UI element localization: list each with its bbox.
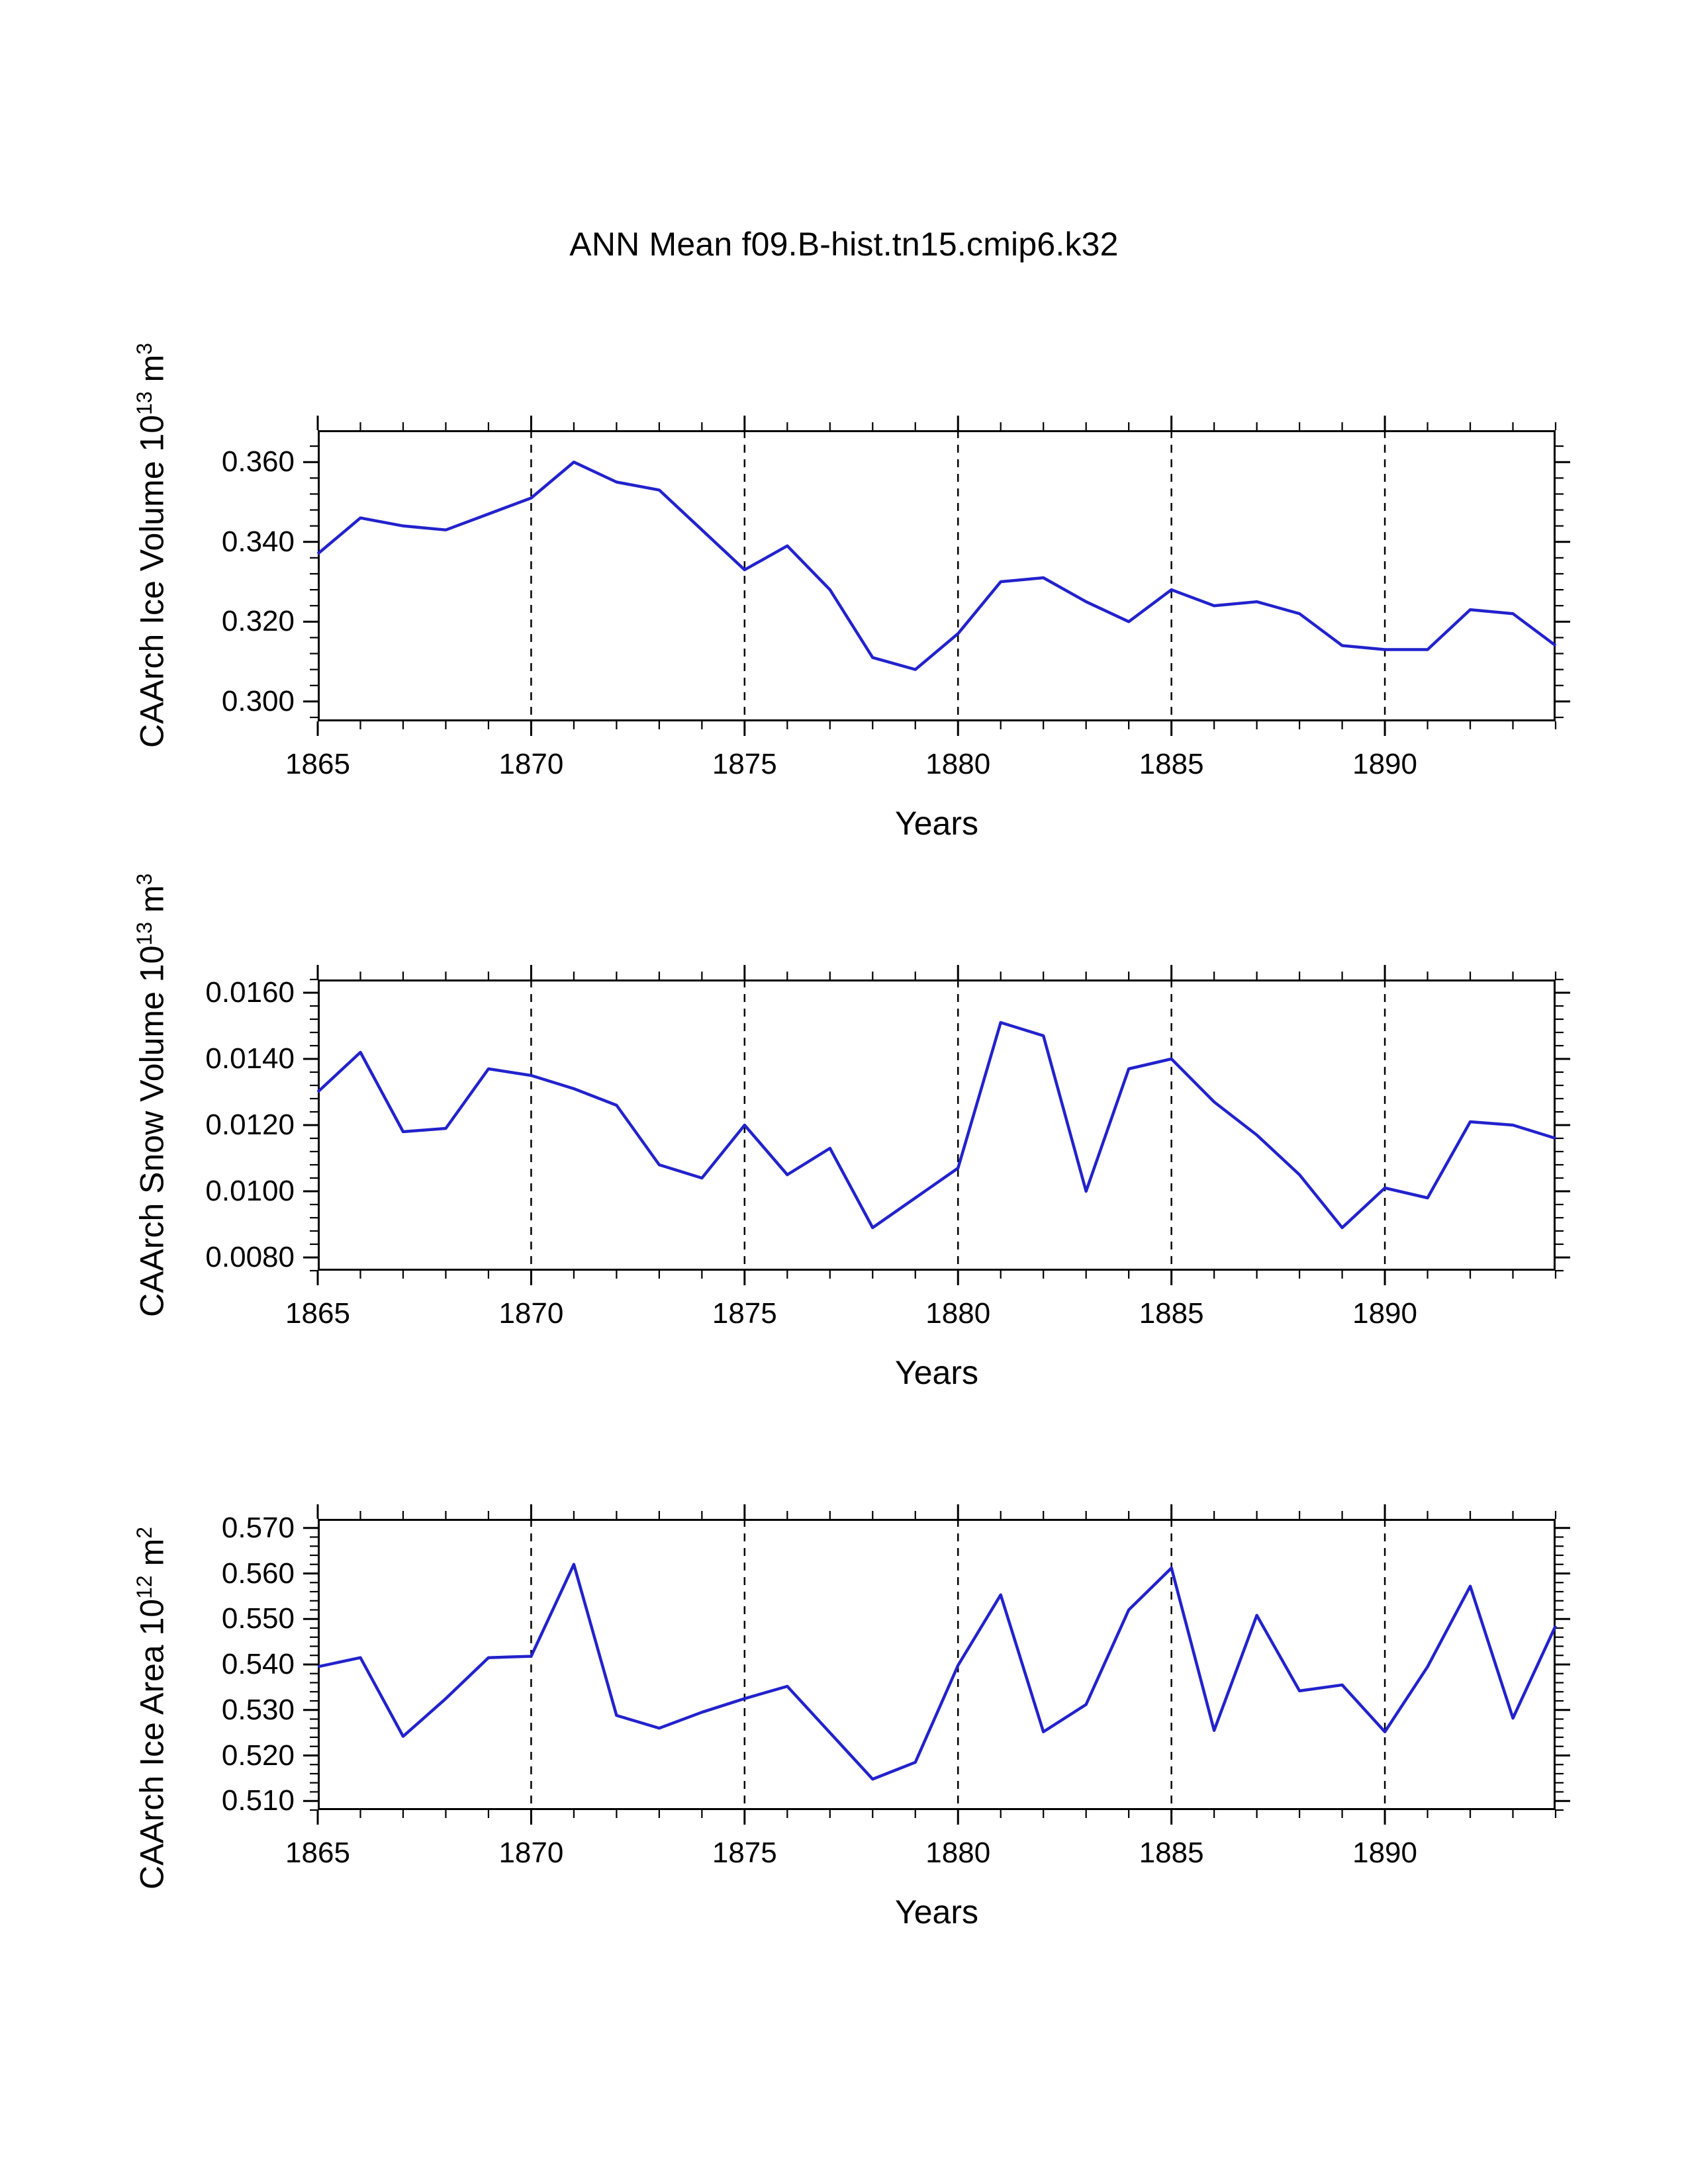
y-axis-title-text: CAArch Ice Volume 10 <box>133 414 171 748</box>
x-tick-label: 1875 <box>712 748 777 780</box>
y-axis-unit: m <box>133 354 171 392</box>
x-tick-label: 1885 <box>1139 1297 1204 1330</box>
y-axis-title-ice-volume <box>132 343 171 748</box>
y-tick-label: 0.320 <box>221 605 295 638</box>
y-axis-unit: m <box>133 1538 171 1576</box>
x-tick-label: 1865 <box>285 748 350 780</box>
y-tick-label: 0.0160 <box>205 976 295 1009</box>
y-axis-exponent: 12 <box>132 1575 156 1599</box>
series-ice-area <box>0 1492 1688 2184</box>
y-axis-exponent: 13 <box>132 391 156 415</box>
y-tick-label: 0.340 <box>221 525 295 558</box>
x-tick-label: 1875 <box>712 1837 777 1869</box>
x-tick-label: 1865 <box>285 1297 350 1330</box>
x-axis-title-ice-area: Years <box>894 1893 979 1931</box>
x-tick-label: 1890 <box>1352 1837 1418 1869</box>
y-tick-label: 0.0100 <box>205 1175 295 1207</box>
y-tick-label: 0.530 <box>221 1693 295 1726</box>
y-axis-title-ice-area <box>132 1527 171 1889</box>
x-tick-label: 1880 <box>925 1837 991 1869</box>
y-tick-label: 0.0140 <box>205 1042 295 1075</box>
y-tick-label: 0.360 <box>221 445 295 478</box>
y-tick-label: 0.550 <box>221 1602 295 1635</box>
x-axis-title-snow-volume: Years <box>894 1354 979 1391</box>
series-ice-volume <box>0 0 1688 794</box>
x-tick-label: 1885 <box>1139 748 1204 780</box>
panel-caarch-snow-volume <box>0 814 1688 1509</box>
x-tick-label: 1880 <box>925 1297 991 1330</box>
data-line <box>318 1023 1556 1228</box>
data-line <box>318 1565 1556 1780</box>
y-axis-unit: m <box>133 885 171 922</box>
y-tick-label: 0.0120 <box>205 1109 295 1141</box>
y-axis-unit-exponent: 2 <box>132 1526 156 1539</box>
y-tick-label: 0.0080 <box>205 1241 295 1273</box>
y-axis-unit-exponent: 3 <box>132 873 156 886</box>
x-tick-label: 1875 <box>712 1297 777 1330</box>
series-snow-volume <box>0 814 1688 1509</box>
x-tick-label: 1865 <box>285 1837 350 1869</box>
x-axis-title-ice-volume: Years <box>894 805 979 842</box>
y-tick-label: 0.300 <box>221 684 295 717</box>
y-tick-label: 0.570 <box>221 1511 295 1544</box>
panel-caarch-ice-volume <box>0 0 1688 842</box>
page-title: ANN Mean f09.B-hist.tn15.cmip6.k32 <box>569 226 1119 263</box>
data-line <box>318 462 1556 669</box>
y-tick-label: 0.540 <box>221 1648 295 1680</box>
y-axis-exponent: 13 <box>132 922 156 946</box>
y-axis-unit-exponent: 3 <box>132 343 156 355</box>
y-axis-title-text: CAArch Ice Area 10 <box>133 1598 171 1889</box>
y-tick-label: 0.520 <box>221 1739 295 1772</box>
x-tick-label: 1890 <box>1352 1297 1418 1330</box>
x-tick-label: 1890 <box>1352 748 1418 780</box>
y-tick-label: 0.510 <box>221 1784 295 1817</box>
y-tick-label: 0.560 <box>221 1557 295 1590</box>
x-tick-label: 1880 <box>925 748 991 780</box>
x-tick-label: 1870 <box>498 1837 564 1869</box>
panel-caarch-ice-area <box>0 1492 1688 2184</box>
y-axis-title-snow-volume <box>132 874 171 1317</box>
y-axis-title-text: CAArch Snow Volume 10 <box>133 945 171 1317</box>
x-tick-label: 1870 <box>498 1297 564 1330</box>
x-tick-label: 1870 <box>498 748 564 780</box>
x-tick-label: 1885 <box>1139 1837 1204 1869</box>
